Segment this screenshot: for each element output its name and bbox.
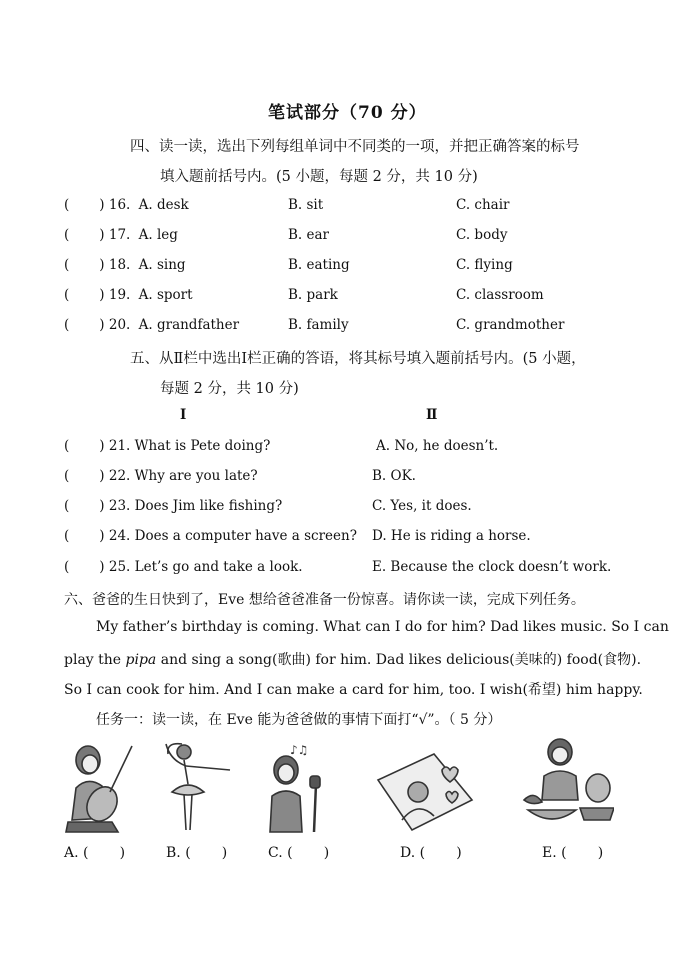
singer-illustration [264, 740, 334, 836]
question-number: ( ) 19. [64, 287, 131, 303]
match-answer-d: D. He is riding a horse. [372, 528, 531, 544]
question-20 [64, 317, 239, 333]
answer-label-c: C. ( ) [268, 845, 330, 861]
column-1-header: Ⅰ [180, 407, 187, 423]
match-question-22: ( ) 22. Why are you late? [64, 468, 258, 484]
question-19 [64, 287, 193, 303]
passage-line-2 [64, 649, 641, 669]
option-a: A. sing [138, 257, 186, 273]
option-c: C. body [456, 227, 508, 243]
answer-label-b: B. ( ) [166, 845, 228, 861]
answer-label-d: D. ( ) [400, 845, 462, 861]
option-b: B. family [288, 317, 349, 333]
option-a: A. sport [138, 287, 193, 303]
option-c: C. flying [456, 257, 513, 273]
question-number: ( ) 17. [64, 227, 131, 243]
match-question-25: ( ) 25. Let’s go and take a look. [64, 559, 303, 575]
section4-instruction-2: 填入题前括号内。(5 小题，每题 2 分，共 10 分) [160, 169, 478, 185]
question-18 [64, 257, 186, 273]
option-a: A. desk [138, 197, 189, 213]
passage-text: play the [64, 652, 126, 668]
passage-italic-word: pipa [125, 652, 157, 668]
option-c: C. chair [456, 197, 510, 213]
option-b: B. sit [288, 197, 324, 213]
match-answer-e: E. Because the clock doesn’t work. [372, 559, 612, 575]
match-question-21: ( ) 21. What is Pete doing? [64, 438, 271, 454]
pipa-player-illustration [62, 738, 142, 834]
question-number: ( ) 18. [64, 257, 131, 273]
card-illustration [372, 750, 478, 834]
option-c: C. classroom [456, 287, 544, 303]
match-answer-b: B. OK. [372, 468, 416, 484]
option-c: C. grandmother [456, 317, 565, 333]
question-number: ( ) 16. [64, 197, 131, 213]
option-b: B. park [288, 287, 338, 303]
column-2-header: Ⅱ [426, 407, 438, 423]
task-1-instruction: 任务一：读一读，在 Eve 能为爸爸做的事情下面打“√”。（ 5 分） [96, 712, 502, 728]
option-b: B. eating [288, 257, 350, 273]
section5-instruction-2: 每题 2 分，共 10 分) [160, 381, 299, 397]
answer-label-e: E. ( ) [542, 845, 604, 861]
passage-line-1: My father’s birthday is coming. What can I do for him? Dad likes music. So I can [96, 619, 669, 635]
question-17 [64, 227, 178, 243]
match-question-24: ( ) 24. Does a computer have a screen? [64, 528, 357, 544]
section4-instruction-1: 四、读一读，选出下列每组单词中不同类的一项，并把正确答案的标号 [130, 139, 580, 155]
section6-instruction: 六、爸爸的生日快到了，Eve 想给爸爸准备一份惊喜。请你读一读，完成下列任务。 [64, 592, 585, 608]
question-number: ( ) 20. [64, 317, 131, 333]
option-a: A. leg [138, 227, 178, 243]
passage-line-3: So I can cook for him. And I can make a card for him, too. I wish(希望) him happy. [64, 682, 643, 698]
match-answer-c: C. Yes, it does. [372, 498, 472, 514]
match-question-23: ( ) 23. Does Jim like fishing? [64, 498, 283, 514]
option-b: B. ear [288, 227, 329, 243]
cooking-illustration [518, 736, 614, 828]
svg-text:♪♫: ♪♫ [290, 743, 309, 757]
match-answer-a: A. No, he doesn’t. [376, 438, 499, 454]
answer-label-a: A. ( ) [64, 845, 126, 861]
section5-instruction-1: 五、从Ⅱ栏中选出Ⅰ栏正确的答语，将其标号填入题前括号内。(5 小题， [130, 351, 586, 367]
option-a: A. grandfather [138, 317, 240, 333]
question-16 [64, 197, 189, 213]
page-title: 笔试部分（70 分） [268, 103, 427, 123]
passage-text: and sing a song(歌曲) for him. Dad likes delicious(美味的) food(食物). [156, 652, 642, 668]
ballet-dancer-illustration [160, 740, 242, 834]
